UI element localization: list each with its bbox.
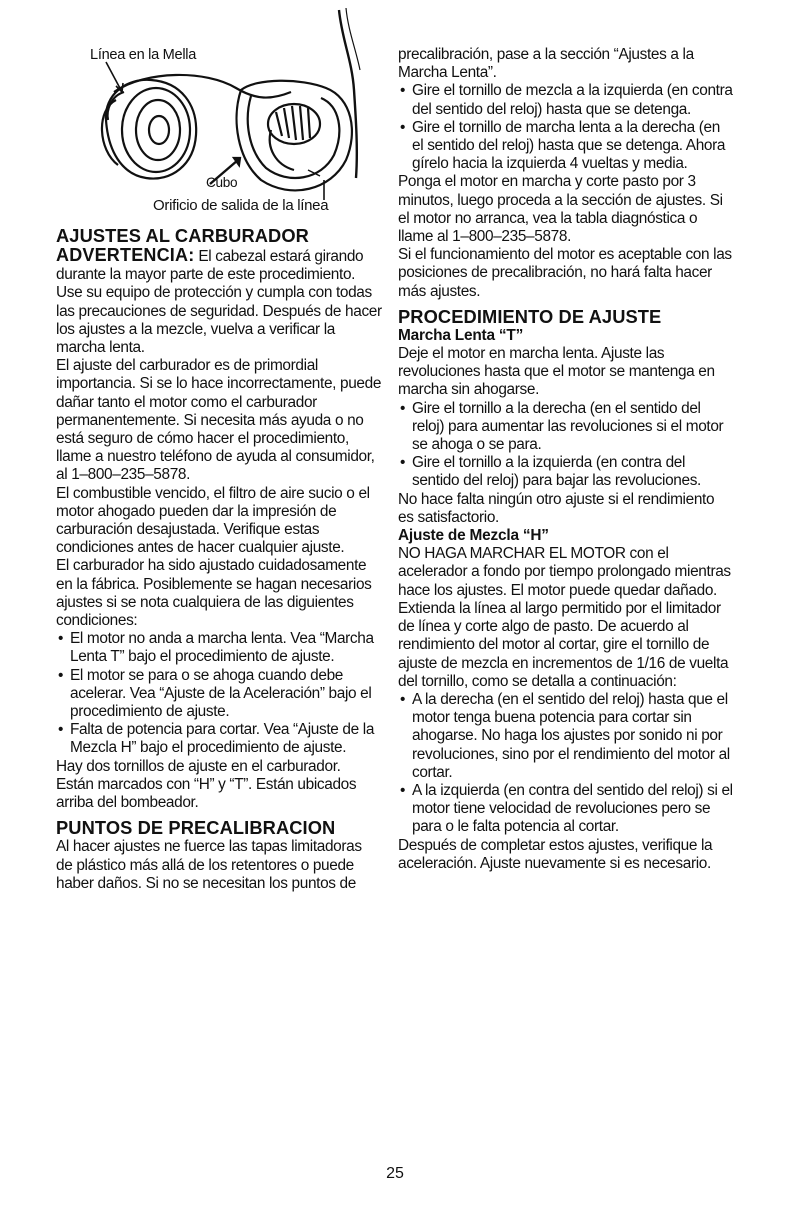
figure-label-line-in-notch: Línea en la Mella bbox=[90, 47, 197, 63]
list-item: • El motor se para o se ahoga cuando debe acelerar. Vea “Ajuste de la Aceleración” bajo el procedimiento de ajuste. bbox=[56, 667, 382, 722]
list-item: • A la izquierda (en contra del sentido del reloj) si el motor tiene velocidad de revoluciones pero se para o le falta potencia al cortar. bbox=[398, 782, 733, 837]
acceptable-performance-paragraph: Si el funcionamiento del motor es aceptable con las posiciones de precalibración, no hará falta hacer más ajustes. bbox=[398, 246, 732, 300]
list-item: • El motor no anda a marcha lenta. Vea “Marcha Lenta T” bajo el procedimiento de ajuste. bbox=[56, 630, 382, 666]
idle-paragraph: Deje el motor en marcha lenta. Ajuste las revoluciones hasta que el motor se mantenga en marcha sin ahogarse. bbox=[398, 345, 715, 399]
adjustment-procedure-heading: PROCEDIMIENTO DE AJUSTE bbox=[398, 305, 662, 327]
list-item: • Gire el tornillo a la derecha (en el sentido del reloj) para aumentar las revoluciones si el motor se ahoga o se para. bbox=[398, 400, 733, 455]
precalibration-continued-paragraph: precalibración, pase a la sección “Ajustes a la Marcha Lenta”. bbox=[398, 46, 694, 82]
extend-line-paragraph: Extienda la línea al largo permitido por el limitador de línea y corte algo de pasto. De acuerdo al rendimiento del motor al cortar, gire el tornillo de ajuste de mezcla en incrementos de 1/16 de vuelta del tornillo, como se detalla a continuación: bbox=[398, 599, 729, 690]
list-item: • Gire el tornillo de marcha lenta a la derecha (en el sentido del reloj) hasta que se detenga. Ahora gírelo hacia la izquierda 4 vueltas y media. bbox=[398, 119, 733, 174]
trimmer-head-illustration bbox=[56, 0, 382, 226]
list-item: • Gire el tornillo de mezcla a la izquierda (en contra del sentido del reloj) hasta que se detenga. bbox=[398, 82, 733, 118]
fuel-conditions-paragraph: El combustible vencido, el filtro de aire sucio o el motor ahogado pueden dar la impresión de carburación desajustada. Verifique estas condiciones antes de hacer cualquier ajuste. bbox=[56, 484, 370, 557]
factory-adjusted-paragraph: El carburador ha sido ajustado cuidadosamente en la fábrica. Posiblemente se hagan necesarios ajustes si se nota cualquiera de las diguientes condiciones: bbox=[56, 557, 372, 630]
mixture-steps-list bbox=[398, 691, 733, 837]
start-engine-paragraph: Ponga el motor en marcha y corte pasto por 3 minutos, luego proceda a la sección de ajustes. Si el motor no arranca, vea la tabla diagnóstica o llame al 1–800–235–5878. bbox=[398, 173, 723, 246]
figure-label-hub: Cubo bbox=[206, 175, 238, 190]
precalibration-heading: PUNTOS DE PRECALIBRACION bbox=[56, 817, 336, 839]
page-number: 25 bbox=[386, 1165, 404, 1182]
trimmer-head-figure bbox=[56, 0, 382, 226]
precalibration-steps-list bbox=[398, 82, 733, 173]
list-item: • Gire el tornillo a la izquierda (en contra del sentido del reloj) para bajar las revoluciones. bbox=[398, 454, 733, 490]
precalibration-paragraph: Al hacer ajustes ne fuerce las tapas limitadoras de plástico más allá de los retentores o puede haber daños. Si no se necesitan los puntos de bbox=[56, 838, 362, 892]
carburetor-importance-paragraph: El ajuste del carburador es de primordial importancia. Si se lo hace incorrectamente, puede dañar tanto el motor como el carburador permanentemente. Si necesita más ayuda o no está seguro de cómo hacer el procedimiento, llame a nuestro teléfono de ayuda al consumidor, al 1–800–235–5878. bbox=[56, 357, 382, 484]
carburetor-adjustments-heading: AJUSTES AL CARBURADOR bbox=[56, 225, 309, 246]
adjustment-screws-paragraph: Hay dos tornillos de ajuste en el carburador. Están marcados con “H” y “T”. Están ubicados arriba del bombeador. bbox=[56, 757, 357, 812]
no-further-adjustment-paragraph: No hace falta ningún otro ajuste si el rendimiento es satisfactorio. bbox=[398, 490, 715, 526]
idle-t-heading: Marcha Lenta “T” bbox=[398, 326, 524, 344]
left-column bbox=[56, 0, 382, 893]
list-item: • Falta de potencia para cortar. Vea “Ajuste de la Mezcla H” bajo el procedimiento de ajuste. bbox=[56, 721, 382, 757]
warning-paragraph bbox=[56, 246, 382, 357]
conditions-list bbox=[56, 630, 382, 757]
warning-label: ADVERTENCIA: bbox=[56, 245, 195, 265]
warning-text: El cabezal estará girando durante la mayor parte de este procedimiento. Use su equipo de protección y cumpla con todas las precauciones de seguridad. Después de hacer los ajustes a la mezcle, vuelva a verificar la marcha lenta. bbox=[56, 248, 382, 357]
do-not-run-paragraph: NO HAGA MARCHAR EL MOTOR con el acelerador a fondo por tiempo prolongado mientras hace los ajustes. El motor puede quedar dañado. bbox=[398, 545, 731, 599]
final-check-paragraph: Después de completar estos ajustes, verifique la aceleración. Ajuste nuevamente si es necesario. bbox=[398, 836, 713, 872]
figure-label-exit-hole: Orificio de salida de la línea bbox=[153, 197, 329, 214]
mixture-h-heading: Ajuste de Mezcla “H” bbox=[398, 527, 549, 545]
right-column bbox=[398, 46, 733, 873]
idle-steps-list bbox=[398, 400, 733, 491]
list-item: • A la derecha (en el sentido del reloj) hasta que el motor tenga buena potencia para cortar sin ahogarse. No haga los ajustes por sonido ni por revoluciones, sino por el rendimiento del motor al cortar. bbox=[398, 691, 733, 782]
